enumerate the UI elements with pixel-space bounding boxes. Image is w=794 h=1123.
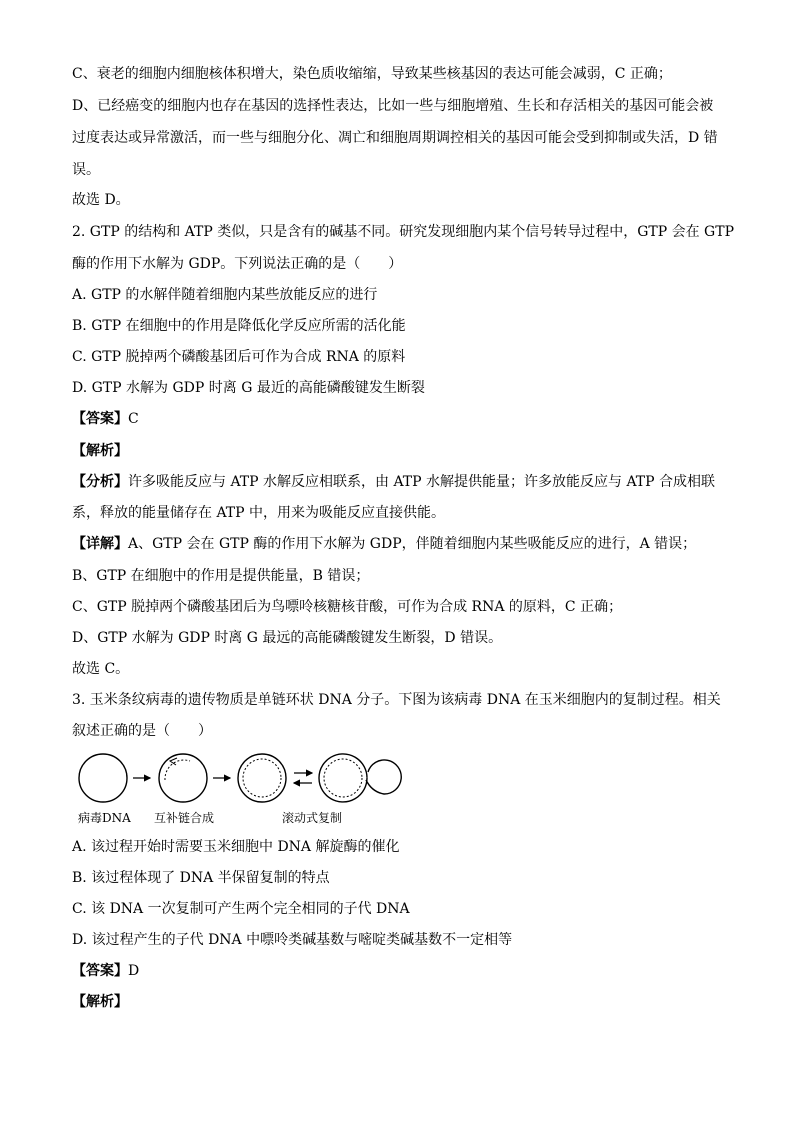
analysis-fenxi bbox=[72, 472, 722, 492]
question-2-option-b: B. GTP 在细胞中的作用是降低化学反应所需的活化能 bbox=[72, 318, 406, 334]
label-rolling: 滚动式复制 bbox=[282, 811, 343, 825]
direction-arrow-icon bbox=[170, 758, 177, 765]
complement-partial-strand bbox=[165, 760, 190, 780]
question-2-option-c: C. GTP 脱掉两个磷酸基团后可作为合成 RNA 的原料 bbox=[72, 349, 406, 365]
text-line: 系，释放的能量储存在 ATP 中，用来为吸能反应直接供能。 bbox=[72, 505, 446, 521]
question-3-stem: 3. 玉米条纹病毒的遗传物质是单链环状 DNA 分子。下图为该病毒 DNA 在玉米细胞内的复制过程。相关 bbox=[72, 692, 721, 708]
double-strand-circle-inner bbox=[243, 759, 281, 797]
dna-replication-figure bbox=[72, 750, 432, 828]
question-3-option-a: A. 该过程开始时需要玉米细胞中 DNA 解旋酶的催化 bbox=[72, 839, 400, 855]
fenxi-text: 许多吸能反应与 ATP 水解反应相联系，由 ATP 水解提供能量；许多放能反应与 ATP 合成相联 bbox=[128, 474, 716, 490]
answer-3 bbox=[72, 961, 722, 981]
answer-value: C bbox=[128, 411, 139, 427]
answer-value: D bbox=[128, 963, 140, 979]
rolling-circle-outer bbox=[319, 754, 367, 802]
analysis-heading: 【解析】 bbox=[72, 994, 128, 1010]
text-line: 过度表达或异常激活，而一些与细胞分化、凋亡和细胞周期调控相关的基因可能会受到抑制或失活，D 错 bbox=[72, 130, 718, 146]
text-line: C、GTP 脱掉两个磷酸基团后为鸟嘌呤核糖核苷酸，可作为合成 RNA 的原料，C 正确； bbox=[72, 599, 623, 615]
text-line: D、已经癌变的细胞内也存在基因的选择性表达，比如一些与细胞增殖、生长和存活相关的基因可能会被 bbox=[72, 98, 714, 114]
question-3-option-b: B. 该过程体现了 DNA 半保留复制的特点 bbox=[72, 870, 330, 886]
text-line: D、GTP 水解为 GDP 时离 G 最远的高能磷酸键发生断裂，D 错误。 bbox=[72, 630, 503, 646]
text-line: B、GTP 在细胞中的作用是提供能量，B 错误； bbox=[72, 568, 370, 584]
xiangjie-tag: 【详解】 bbox=[72, 536, 128, 552]
double-strand-circle-outer bbox=[238, 754, 286, 802]
label-complement: 互补链合成 bbox=[154, 811, 215, 825]
text-line: 故选 D。 bbox=[72, 192, 130, 208]
label-virus-dna: 病毒DNA bbox=[78, 811, 131, 825]
text-line: 故选 C。 bbox=[72, 661, 130, 677]
question-3-option-c: C. 该 DNA 一次复制可产生两个完全相同的子代 DNA bbox=[72, 901, 410, 917]
analysis-xiangjie bbox=[72, 534, 722, 554]
text-line: 误。 bbox=[72, 162, 100, 178]
complement-circle-outer bbox=[159, 754, 207, 802]
displaced-strand-loop bbox=[366, 760, 401, 794]
question-3-stem: 叙述正确的是（ ） bbox=[72, 723, 212, 739]
replication-diagram bbox=[72, 750, 432, 828]
question-2-option-a: A. GTP 的水解伴随着细胞内某些放能反应的进行 bbox=[72, 287, 378, 303]
xiangjie-text: A、GTP 会在 GTP 酶的作用下水解为 GDP，伴随着细胞内某些吸能反应的进行，A 错误； bbox=[128, 536, 697, 552]
question-3-option-d: D. 该过程产生的子代 DNA 中嘌呤类碱基数与嘧啶类碱基数不一定相等 bbox=[72, 932, 513, 948]
answer-tag: 【答案】 bbox=[72, 411, 128, 427]
rolling-circle-inner bbox=[324, 759, 362, 797]
virus-dna-circle bbox=[79, 754, 127, 802]
question-2-stem: 2. GTP 的结构和 ATP 类似，只是含有的碱基不同。研究发现细胞内某个信号转导过程中，GTP 会在 GTP bbox=[72, 224, 734, 240]
question-2-stem: 酶的作用下水解为 GDP。下列说法正确的是（ ） bbox=[72, 256, 403, 272]
answer-2 bbox=[72, 409, 722, 429]
analysis-heading: 【解析】 bbox=[72, 443, 128, 459]
question-2-option-d: D. GTP 水解为 GDP 时离 G 最近的高能磷酸键发生断裂 bbox=[72, 380, 425, 396]
answer-tag: 【答案】 bbox=[72, 963, 128, 979]
text-line: C、衰老的细胞内细胞核体积增大，染色质收缩缩，导致某些核基因的表达可能会减弱，C 正确； bbox=[72, 66, 672, 82]
fenxi-tag: 【分析】 bbox=[72, 474, 128, 490]
